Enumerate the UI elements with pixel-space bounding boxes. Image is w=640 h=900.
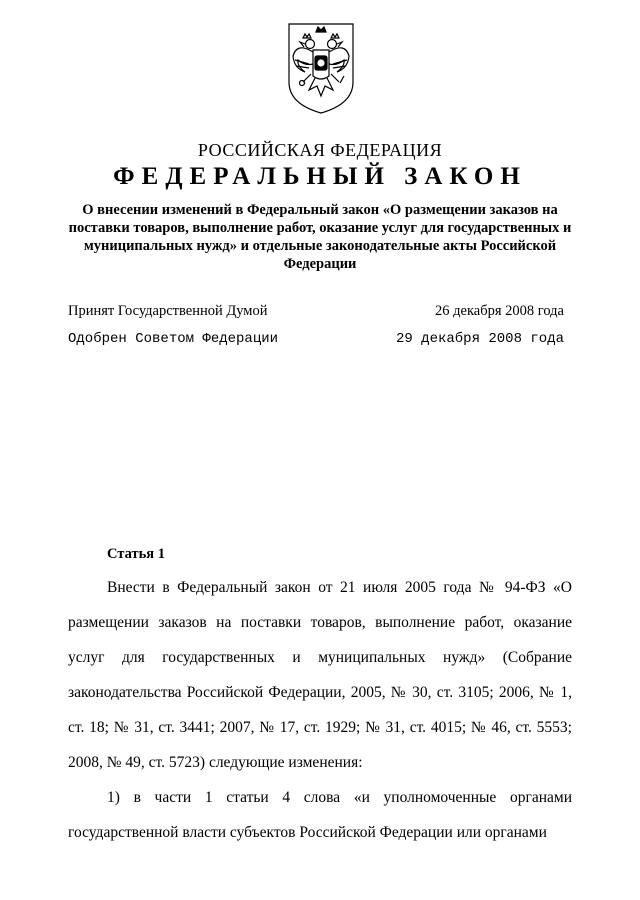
country-name: РОССИЙСКАЯ ФЕДЕРАЦИЯ <box>197 140 443 160</box>
law-type-heading: ФЕДЕРАЛЬНЫЙ ЗАКОН <box>113 163 527 190</box>
council-date: 29 декабря 2008 года <box>395 331 564 347</box>
article-heading: Статья 1 <box>107 546 165 562</box>
law-title: О внесении изменений в Федеральный закон «О размещении заказов на поставки товаров, выполнение работ, оказание услуг для государственных и муниципальных нужд» и отдельные законодательные акты Российской Федерации <box>68 202 572 272</box>
council-label: Одобрен Советом Федерации <box>68 331 279 347</box>
article-paragraph: Внести в Федеральный закон от 21 июля 2005 года № 94-ФЗ «О размещении заказов на поставки товаров, выполнение работ, оказание услуг для государственных и муниципальных нужд» (Собрание законодательства Российской Федерации, 2005, № 30, ст. 3105; 2006, № 1, ст. 18; № 31, ст. 3441; 2007, № 17, ст. 1929; № 31, ст. 4015; № 46, ст. 5553; 2008, № 49, ст. 5723) следующие изменения: <box>68 579 572 771</box>
article-body <box>68 570 572 850</box>
coat-of-arms-icon <box>285 20 357 116</box>
duma-date: 26 декабря 2008 года <box>435 303 564 319</box>
duma-adoption-row <box>68 303 564 323</box>
duma-label: Принят Государственной Думой <box>68 303 268 319</box>
council-approval-row <box>68 331 564 351</box>
article-paragraph: 1) в части 1 статьи 4 слова «и уполномоченные органами государственной власти субъектов Российской Федерации или органами <box>68 789 572 841</box>
